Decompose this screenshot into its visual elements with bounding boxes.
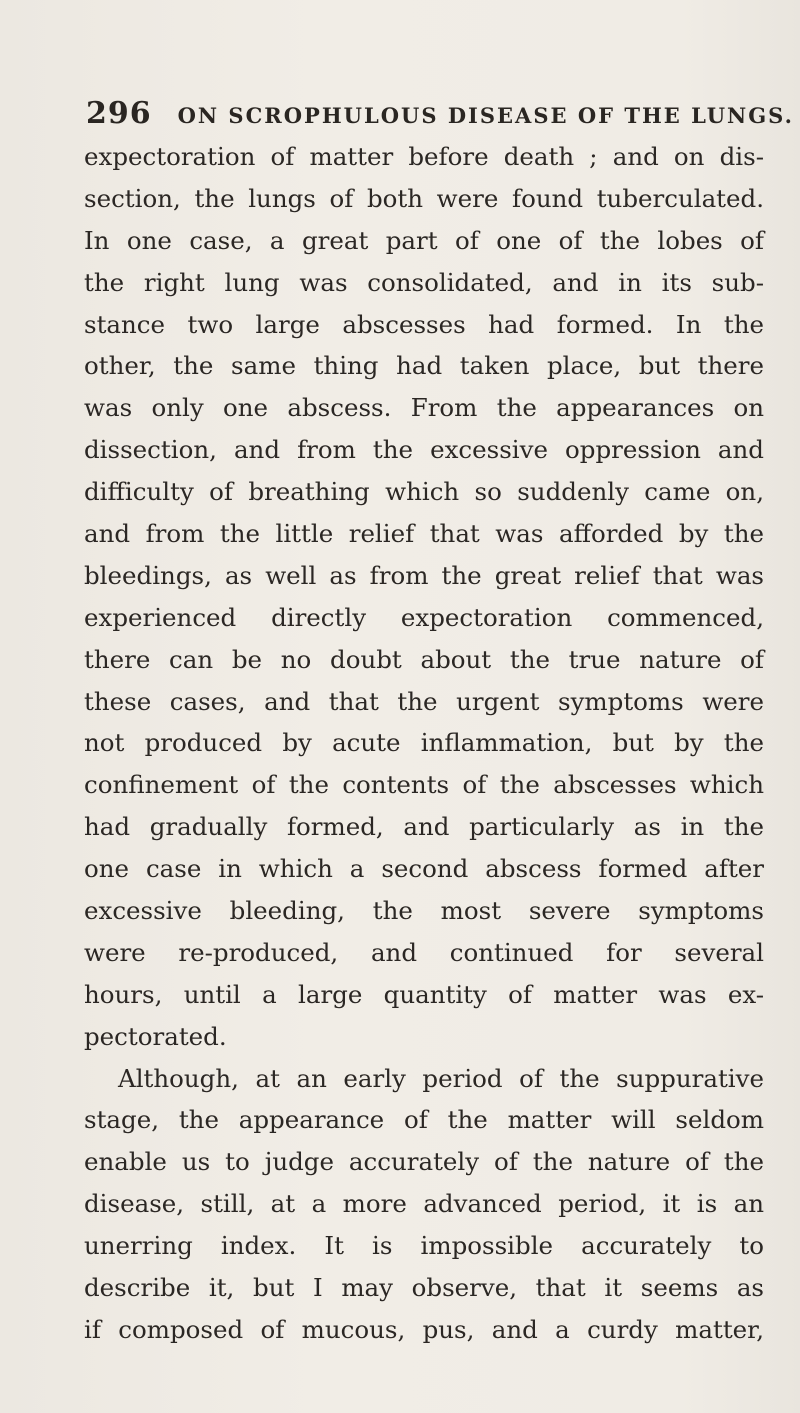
body-text (84, 136, 764, 1351)
text-line: confinement of the contents of the abscesses which (84, 770, 764, 800)
text-line: enable us to judge accurately of the nature of the (84, 1147, 764, 1177)
text-line: In one case, a great part of one of the lobes of (84, 225, 764, 255)
page-header (86, 96, 794, 131)
text-line: section, the lungs of both were found tuberculated. (84, 183, 764, 213)
paragraph-end-line: pectorated. (84, 1021, 227, 1051)
text-line: other, the same thing had taken place, but there (84, 351, 764, 381)
text-line: difficulty of breathing which so suddenly came on, (84, 477, 764, 507)
paragraph-start-line: Although, at an early period of the suppurative (118, 1063, 764, 1093)
text-line: dissection, and from the excessive oppression and (84, 435, 764, 465)
page-number: 296 (86, 96, 152, 131)
text-line: expectoration of matter before death ; and on dis- (84, 142, 764, 171)
text-line: the right lung was consolidated, and in its sub- (84, 267, 764, 297)
running-title: ON SCROPHULOUS DISEASE OF THE LUNGS. (177, 103, 794, 128)
text-line: had gradually formed, and particularly as in the (84, 812, 764, 842)
text-line: disease, still, at a more advanced period, it is an (84, 1189, 764, 1219)
text-line: if composed of mucous, pus, and a curdy matter, (84, 1314, 764, 1344)
text-line: not produced by acute inflammation, but by the (84, 728, 764, 758)
text-line: bleedings, as well as from the great relief that was (84, 560, 764, 590)
text-line: and from the little relief that was afforded by the (84, 519, 764, 549)
text-line: experienced directly expectoration commenced, (84, 602, 764, 632)
text-line: one case in which a second abscess formed after (84, 854, 764, 884)
text-line: stage, the appearance of the matter will seldom (84, 1105, 764, 1135)
text-line: was only one abscess. From the appearances on (84, 393, 764, 423)
text-line: unerring index. It is impossible accurately to (84, 1231, 764, 1261)
text-line: excessive bleeding, the most severe symptoms (84, 896, 764, 926)
text-line: these cases, and that the urgent symptoms were (84, 686, 764, 716)
text-line: there can be no doubt about the true nature of (84, 644, 764, 674)
text-line: stance two large abscesses had formed. In the (84, 309, 764, 339)
text-line: describe it, but I may observe, that it seems as (84, 1273, 764, 1303)
text-line: hours, until a large quantity of matter was ex- (84, 979, 764, 1009)
text-line: were re-produced, and continued for several (84, 937, 764, 967)
